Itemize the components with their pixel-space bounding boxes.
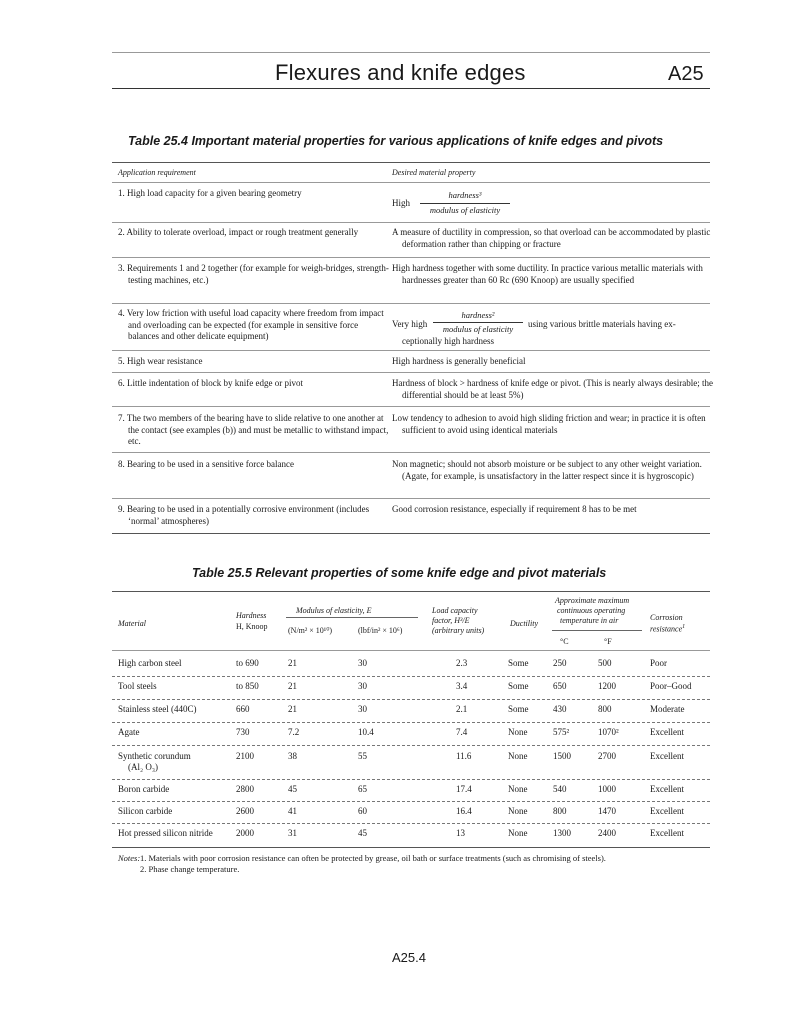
notes-label: Notes:: [118, 853, 141, 863]
table1-row-divider: [112, 372, 710, 373]
table2-cell-load: 2.1: [456, 704, 468, 714]
table2-header-temp-2: continuous operating: [557, 606, 626, 615]
table1-row4-tail2: ceptionally high hardness: [402, 336, 494, 346]
table1-row4-lead: Very high: [392, 319, 428, 329]
table1-row4-numerator: hardness²: [461, 310, 495, 320]
table2-cell-e_imp: 30: [358, 704, 367, 714]
table2-cell-load: 2.3: [456, 658, 468, 668]
page-title: Flexures and knife edges: [275, 60, 526, 85]
table1-row9-prop: Good corrosion resistance, especially if requirement 8 has to be met: [392, 504, 637, 514]
table2-cell-tc: 250: [553, 658, 567, 668]
table2-cell-load: 13: [456, 828, 465, 838]
header-top-rule: [112, 52, 710, 53]
table2-cell-material: Synthetic corundum: [118, 751, 191, 761]
table2-cell-hardness: 2100: [236, 751, 254, 761]
table2-cell-material: High carbon steel: [118, 658, 182, 668]
table1-row1-fraction-bar: [420, 203, 510, 204]
table2-header-material: Material: [118, 619, 146, 628]
table2-cell-material: Agate: [118, 727, 140, 737]
table2-cell-ductility: Some: [508, 658, 529, 668]
table1-top-rule: [112, 162, 710, 163]
table2-cell-material-formula: (Al₂ O₃): [128, 762, 159, 772]
table2-cell-tf: 2700: [598, 751, 616, 761]
table1-row4-tail: using various brittle materials having ex-: [528, 319, 676, 329]
table1-row6-req: 6. Little indentation of block by knife edge or pivot: [118, 378, 303, 388]
table1-row-divider: [112, 222, 710, 223]
table1-row3-prop: High hardness together with some ductility. In practice various metallic materials with hardnesses greater than 60 Rc (690 Knoop) are usually specified: [392, 263, 703, 285]
table1-caption: Table 25.4 Important material properties for various applications of knife edges and pivots: [128, 134, 664, 148]
table2-cell-e_si: 21: [288, 681, 297, 691]
table2-header-temp-underline: [552, 630, 642, 631]
table2-cell-e_imp: 30: [358, 681, 367, 691]
table1-row-divider: [112, 257, 710, 258]
table1-row1-denominator: modulus of elasticity: [429, 205, 501, 215]
table1-row1-lead: High: [392, 198, 410, 208]
table2-cell-e_imp: 60: [358, 806, 367, 816]
table2-cell-corrosion: Excellent: [650, 828, 684, 838]
table2-cell-corrosion: Excellent: [650, 751, 684, 761]
table2-cell-tc: 1500: [553, 751, 571, 761]
table2-header-temp-f: °F: [604, 637, 612, 646]
table2-cell-hardness: 2000: [236, 828, 254, 838]
table2-header-corrosion-2-text: resistance: [650, 624, 683, 634]
table2-cell-load: 16.4: [456, 806, 472, 816]
table2-cell-hardness: to 690: [236, 658, 259, 668]
table2-cell-load: 7.4: [456, 727, 468, 737]
table2-cell-e_imp: 45: [358, 828, 367, 838]
table2-cell-corrosion: Excellent: [650, 806, 684, 816]
table2-cell-material: Hot pressed silicon nitride: [118, 828, 213, 838]
table2-caption: Table 25.5 Relevant properties of some knife edge and pivot materials: [192, 566, 607, 580]
table1-row2-req: 2. Ability to tolerate overload, impact or rough treatment generally: [118, 227, 359, 237]
table2-cell-material: Silicon carbide: [118, 806, 173, 816]
table2-header-modulus-si: (N/m² × 10¹⁰): [288, 626, 333, 635]
table2-cell-ductility: Some: [508, 704, 529, 714]
note-2: 2. Phase change temperature.: [140, 864, 240, 874]
table2-cell-tf: 2400: [598, 828, 616, 838]
table2-cell-corrosion: Excellent: [650, 784, 684, 794]
table2-cell-e_si: 41: [288, 806, 297, 816]
table2-cell-material: Boron carbide: [118, 784, 170, 794]
table2-cell-e_si: 21: [288, 704, 297, 714]
table2-cell-tf: 500: [598, 658, 612, 668]
table2-cell-corrosion: Poor–Good: [650, 681, 692, 691]
table1-row8-prop: Non magnetic; should not absorb moisture or be subject to any other weight variation. (Agate, for example, is unsatisfactory in the latter respect since it is hygroscopic): [392, 459, 702, 481]
table2-cell-tf: 800: [598, 704, 612, 714]
table1-col-header-prop: Desired material property: [392, 168, 476, 177]
header-bottom-rule: [112, 88, 710, 89]
table2-cell-tc: 650: [553, 681, 567, 691]
table2-cell-e_si: 45: [288, 784, 297, 794]
table1-row3-req: 3. Requirements 1 and 2 together (for example for weigh-bridges, strength-testing machines, etc.): [118, 263, 389, 285]
table2-cell-corrosion: Poor: [650, 658, 668, 668]
table1-row4-fraction-bar: [433, 322, 523, 323]
table2-cell-hardness: 2800: [236, 784, 254, 794]
table1-row7-req: 7. The two members of the bearing have to slide relative to one another at the contact (see examples (b)) and must be metallic to withstand impact, etc.: [118, 413, 389, 446]
table2-header-hardness: Hardness: [236, 611, 267, 620]
table1-row1-req: 1. High load capacity for a given bearing geometry: [118, 188, 302, 198]
table2-bottom-rule: [112, 847, 710, 848]
page-number: A25.4: [392, 950, 426, 965]
table2-cell-e_si: 21: [288, 658, 297, 668]
table2-cell-ductility: Some: [508, 681, 529, 691]
table1-row4-req: 4. Very low friction with useful load capacity where freedom from impact and overloading can be expected (for example in sensitive force balances and other delicate equipment): [118, 308, 384, 341]
table2-cell-load: 17.4: [456, 784, 472, 794]
table2-cell-tc: 800: [553, 806, 567, 816]
table1-bottom-rule: [112, 533, 710, 534]
note-1: 1. Materials with poor corrosion resistance can often be protected by grease, oil bath or surface treatments (such as chromising of steels).: [140, 853, 606, 863]
table2-header-temp-3: temperature in air: [560, 616, 619, 625]
table2-cell-ductility: None: [508, 727, 528, 737]
table2-cell-e_imp: 10.4: [358, 727, 374, 737]
table2-cell-ductility: None: [508, 784, 528, 794]
table1-row2-prop: A measure of ductility in compression, so that overload can be accommodated by plastic deformation rather than chipping or fracture: [392, 227, 711, 249]
table1-row1-numerator: hardness³: [448, 190, 482, 200]
table2-header-hardness-unit-text: H, Knoop: [236, 622, 268, 631]
table2-cell-e_imp: 55: [358, 751, 367, 761]
table2-header-modulus-imp: (lbf/in² × 10⁶): [358, 626, 403, 635]
table2-cell-e_si: 31: [288, 828, 297, 838]
table2-header-temp-1: Approximate maximum: [555, 596, 630, 605]
table2-header-load-3: (arbitrary units): [432, 626, 485, 635]
table2-header-hardness-unit: [236, 621, 268, 632]
table2-cell-hardness: 730: [236, 727, 250, 737]
table1-row4-denominator: modulus of elasticity: [442, 324, 514, 334]
table1-row7-prop: Low tendency to adhesion to avoid high sliding friction and wear; in practice it is often sufficient to avoid using identical materials: [392, 413, 706, 435]
table2-cell-load: 11.6: [456, 751, 472, 761]
table2-header-corrosion-2: [650, 622, 685, 635]
table2-cell-e_si: 38: [288, 751, 297, 761]
table1-row5-prop: High hardness is generally beneficial: [392, 356, 526, 366]
table2-cell-hardness: 2600: [236, 806, 254, 816]
table1-row-divider: [112, 498, 710, 499]
section-code: A25: [668, 63, 704, 85]
table2-cell-tf: 1000: [598, 784, 616, 794]
table2-header-modulus: Modulus of elasticity, E: [296, 606, 372, 615]
table2-cell-tc: 1300: [553, 828, 571, 838]
table1-row-divider: [112, 350, 710, 351]
table2-top-rule: [112, 591, 710, 592]
table1-row-divider: [112, 452, 710, 453]
table2-cell-e_imp: 30: [358, 658, 367, 668]
table2-cell-corrosion: Moderate: [650, 704, 685, 714]
table2-cell-material: Stainless steel (440C): [118, 704, 197, 714]
table2-cell-e_imp: 65: [358, 784, 367, 794]
table2-cell-e_si: 7.2: [288, 727, 300, 737]
table2-cell-hardness: 660: [236, 704, 250, 714]
table2-cell-material: Tool steels: [118, 681, 157, 691]
table1-col-header-req: Application requirement: [118, 168, 196, 177]
table2-cell-hardness: to 850: [236, 681, 259, 691]
table2-cell-tf: 1200: [598, 681, 616, 691]
table1-row8-req: 8. Bearing to be used in a sensitive force balance: [118, 459, 294, 469]
table2-cell-ductility: None: [508, 806, 528, 816]
table2-row-divider: [112, 722, 710, 723]
table2-row-divider: [112, 823, 710, 824]
table2-row-divider: [112, 699, 710, 700]
table2-cell-corrosion: Excellent: [650, 727, 684, 737]
table1-row5-req: 5. High wear resistance: [118, 356, 203, 366]
table2-header-load-2: factor, H³/E: [432, 616, 470, 625]
table2-cell-tf: 1470: [598, 806, 616, 816]
table1-row9-req: 9. Bearing to be used in a potentially corrosive environment (includes ‘normal’ atmospheres): [118, 504, 370, 526]
table2-cell-tf: 1070²: [598, 727, 619, 737]
table2-cell-tc: 540: [553, 784, 567, 794]
table2-header-corrosion-sup: 1: [682, 624, 686, 630]
table2-header-load-1: Load capacity: [432, 606, 478, 615]
table1-row-divider: [112, 303, 710, 304]
table2-header-ductility: Ductility: [510, 619, 538, 628]
table2-cell-tc: 430: [553, 704, 567, 714]
table2-header-rule: [112, 650, 710, 651]
table2-cell-ductility: None: [508, 751, 528, 761]
table2-header-modulus-underline: [286, 617, 418, 618]
table2-cell-load: 3.4: [456, 681, 468, 691]
table2-cell-tc: 575²: [553, 727, 570, 737]
table2-header-temp-c: °C: [560, 637, 569, 646]
table2-row-divider: [112, 745, 710, 746]
table1-row-divider: [112, 406, 710, 407]
table2-header-corrosion-1: Corrosion: [650, 613, 683, 622]
table2-row-divider: [112, 779, 710, 780]
table1-header-rule: [112, 182, 710, 183]
table1-row6-prop: Hardness of block > hardness of knife edge or pivot. (This is nearly always desirable; the differential should be at least 5%): [392, 378, 713, 400]
table2-row-divider: [112, 801, 710, 802]
table2-row-divider: [112, 676, 710, 677]
table2-cell-ductility: None: [508, 828, 528, 838]
